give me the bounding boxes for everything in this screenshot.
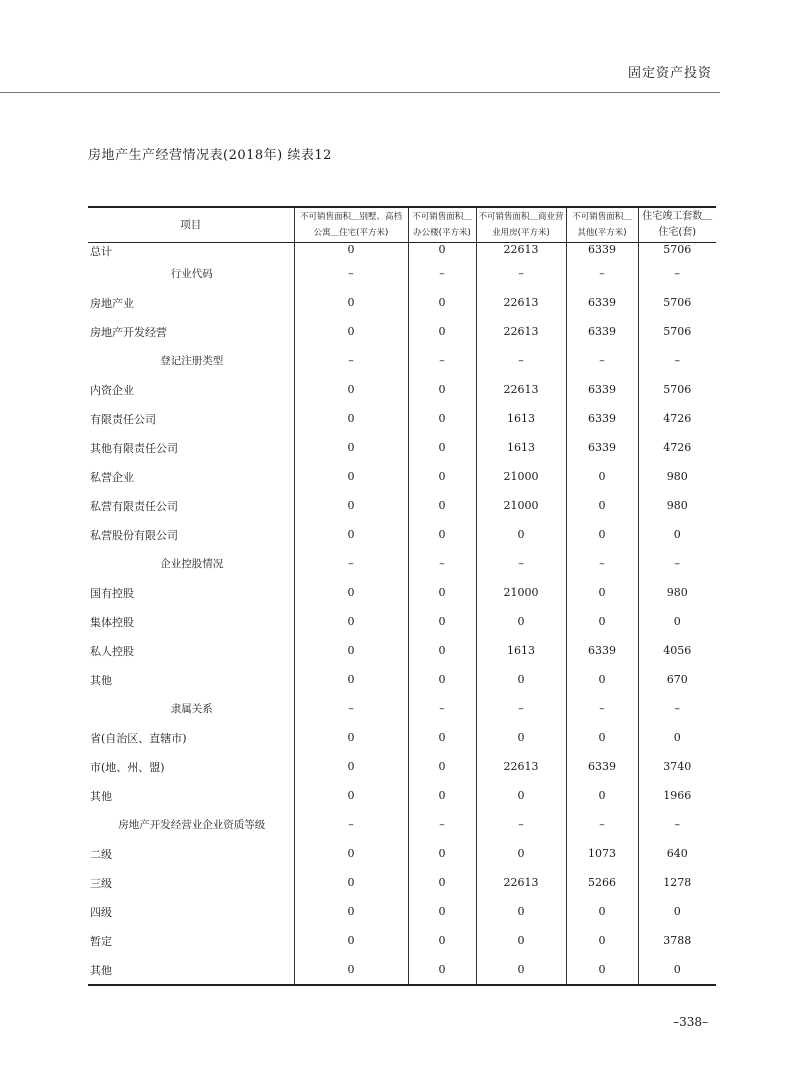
table-cell: 0 [294, 243, 408, 260]
table-row [88, 578, 716, 607]
table-cell: – [408, 694, 476, 723]
table-cell: 6339 [566, 636, 638, 665]
table-cell: 5266 [566, 868, 638, 897]
table-cell: 0 [566, 607, 638, 636]
row-label: 其他 [90, 789, 112, 803]
table-cell: 0 [408, 243, 476, 260]
table-row [88, 955, 716, 985]
table-cell: 0 [638, 897, 716, 926]
table-cell: 0 [638, 955, 716, 985]
table-cell: 3740 [638, 752, 716, 781]
table-cell: 6339 [566, 317, 638, 346]
row-label: 隶属关系 [170, 703, 213, 715]
table-cell: 0 [638, 520, 716, 549]
table-cell: 0 [294, 520, 408, 549]
table-cell: – [566, 694, 638, 723]
table-header-row [88, 207, 716, 243]
table-cell: 0 [408, 462, 476, 491]
table-cell: 0 [476, 665, 566, 694]
table-cell: 0 [566, 926, 638, 955]
table-cell: 0 [566, 665, 638, 694]
table-row [88, 723, 716, 752]
row-label: 其他 [88, 955, 294, 985]
table-row [88, 752, 716, 781]
table-cell: 0 [294, 578, 408, 607]
table-cell: 0 [408, 897, 476, 926]
table-cell: 1613 [476, 404, 566, 433]
table-cell: 0 [566, 955, 638, 985]
table-cell: 0 [294, 288, 408, 317]
table-row [88, 317, 716, 346]
table-cell: 22613 [476, 317, 566, 346]
row-label: 企业控股情况 [160, 558, 224, 570]
table-cell: 0 [476, 839, 566, 868]
table-cell: – [408, 549, 476, 578]
table-cell: 22613 [476, 375, 566, 404]
table-cell: – [408, 259, 476, 288]
table-cell: 0 [408, 404, 476, 433]
table-row [88, 926, 716, 955]
table-cell: 1278 [638, 868, 716, 897]
table-row [88, 375, 716, 404]
table-cell: 0 [408, 665, 476, 694]
table-cell: 0 [408, 752, 476, 781]
table-cell: 1613 [476, 636, 566, 665]
table-cell: 670 [638, 665, 716, 694]
table-cell: 0 [294, 955, 408, 985]
table-section-row [88, 694, 716, 723]
row-label: 房地产开发经营业企业资质等级 [118, 819, 266, 831]
table-row [88, 491, 716, 520]
table-cell: 0 [408, 433, 476, 462]
table-cell: 6339 [566, 243, 638, 260]
table-cell: 0 [408, 636, 476, 665]
table-cell: 3788 [638, 926, 716, 955]
table-cell: 0 [294, 433, 408, 462]
row-label: 市(地、州、盟) [90, 760, 165, 774]
column-header-item: 项目 [88, 207, 294, 243]
table-cell: 22613 [476, 288, 566, 317]
table-cell: 6339 [566, 375, 638, 404]
table-cell: 0 [638, 607, 716, 636]
table-cell: 5706 [638, 288, 716, 317]
table-row [88, 781, 716, 810]
table-row [88, 665, 716, 694]
table-cell: 0 [408, 375, 476, 404]
table-cell: – [566, 549, 638, 578]
table-cell: 0 [476, 926, 566, 955]
table-cell: 0 [294, 723, 408, 752]
table-cell: 0 [408, 288, 476, 317]
table-cell: 0 [566, 897, 638, 926]
row-label: 集体控股 [90, 615, 134, 629]
table-cell: 6339 [566, 752, 638, 781]
table-cell: 22613 [476, 868, 566, 897]
table-cell: – [638, 549, 716, 578]
table-row [88, 404, 716, 433]
table-cell: 0 [294, 317, 408, 346]
table-cell: 0 [476, 520, 566, 549]
table-cell: 0 [566, 578, 638, 607]
table-cell: 980 [638, 491, 716, 520]
row-label: 私营有限责任公司 [90, 499, 178, 513]
table-cell: 0 [408, 491, 476, 520]
row-label: 行业代码 [170, 268, 213, 280]
table-section-row [88, 259, 716, 288]
row-label: 房地产开发经营 [90, 325, 167, 339]
table-cell: 980 [638, 578, 716, 607]
row-label: 暂定 [90, 934, 112, 948]
table-cell: 0 [294, 636, 408, 665]
table-cell: 0 [408, 868, 476, 897]
row-label: 省(自治区、直辖市) [90, 731, 187, 745]
table-cell: 21000 [476, 462, 566, 491]
row-label: 二级 [90, 847, 112, 861]
data-table [88, 206, 716, 986]
table-cell: – [638, 346, 716, 375]
row-label: 四级 [90, 905, 112, 919]
column-header-commercial: 不可销售面积＿商业营业用房(平方米) [476, 207, 566, 243]
table-cell: – [566, 810, 638, 839]
row-label: 私营股份有限公司 [90, 528, 178, 542]
table-row [88, 839, 716, 868]
row-label: 其他有限责任公司 [90, 441, 178, 455]
table-cell: – [638, 259, 716, 288]
table-row [88, 243, 716, 260]
table-row [88, 636, 716, 665]
table-cell: 0 [294, 781, 408, 810]
table-cell: 0 [408, 955, 476, 985]
table-cell: 5706 [638, 317, 716, 346]
table-cell: 0 [566, 462, 638, 491]
table-cell: 0 [476, 897, 566, 926]
section-header: 固定资产投资 [627, 66, 712, 81]
table-cell: – [476, 346, 566, 375]
row-label: 内资企业 [90, 383, 134, 397]
row-label: 总计 [90, 245, 112, 258]
table-cell: 0 [294, 839, 408, 868]
table-cell: 0 [476, 723, 566, 752]
column-header-villa: 不可销售面积＿别墅、高档公寓＿住宅(平方米) [294, 207, 408, 243]
table-cell: 0 [408, 520, 476, 549]
table-cell: – [294, 259, 408, 288]
table-cell: 0 [408, 926, 476, 955]
table-row [88, 462, 716, 491]
table-cell: – [566, 346, 638, 375]
header-divider [0, 92, 720, 93]
row-label: 房地产业 [90, 296, 134, 310]
table-cell: 1613 [476, 433, 566, 462]
row-label: 登记注册类型 [160, 355, 224, 367]
table-cell: 6339 [566, 288, 638, 317]
table-cell: 21000 [476, 578, 566, 607]
table-cell: 22613 [476, 243, 566, 260]
table-cell: 21000 [476, 491, 566, 520]
table-cell: – [476, 549, 566, 578]
page-number: –338– [673, 1015, 708, 1029]
table-cell: 4726 [638, 404, 716, 433]
table-cell: – [638, 694, 716, 723]
table-cell: 1966 [638, 781, 716, 810]
table-cell: 0 [408, 607, 476, 636]
table-cell: – [294, 549, 408, 578]
table-cell: – [294, 810, 408, 839]
table-cell: 0 [294, 404, 408, 433]
table-cell: 0 [294, 897, 408, 926]
table-cell: – [476, 810, 566, 839]
table-cell: 0 [566, 723, 638, 752]
table-cell: 0 [476, 955, 566, 985]
table-cell: 0 [408, 781, 476, 810]
table-cell: 0 [294, 926, 408, 955]
table-cell: 6339 [566, 404, 638, 433]
table-cell: 6339 [566, 433, 638, 462]
table-section-row [88, 810, 716, 839]
table-cell: 0 [294, 868, 408, 897]
table-cell: 0 [294, 462, 408, 491]
table-cell: 0 [566, 520, 638, 549]
table-cell: 0 [408, 578, 476, 607]
table-cell: 0 [566, 491, 638, 520]
row-label: 私人控股 [90, 644, 134, 658]
table-row [88, 897, 716, 926]
column-header-office: 不可销售面积＿办公楼(平方米) [408, 207, 476, 243]
table-row [88, 433, 716, 462]
table-cell: 0 [294, 752, 408, 781]
table-cell: 0 [408, 839, 476, 868]
table-row [88, 288, 716, 317]
table-row [88, 607, 716, 636]
table-title: 房地产生产经营情况表(2018年) 续表12 [88, 148, 332, 163]
row-label: 三级 [90, 876, 112, 890]
table-cell: 1073 [566, 839, 638, 868]
table-cell: – [294, 694, 408, 723]
table-row [88, 520, 716, 549]
table-cell: 640 [638, 839, 716, 868]
table-cell: 0 [294, 375, 408, 404]
table-cell: 0 [638, 723, 716, 752]
table-cell: 0 [408, 723, 476, 752]
table-cell: – [638, 810, 716, 839]
table-cell: 0 [476, 607, 566, 636]
table-cell: 4056 [638, 636, 716, 665]
row-label: 其他 [90, 673, 112, 687]
table-cell: 0 [294, 665, 408, 694]
table-row [88, 868, 716, 897]
table-cell: 0 [294, 491, 408, 520]
table-cell: 5706 [638, 243, 716, 260]
table-cell: 4726 [638, 433, 716, 462]
row-label: 有限责任公司 [90, 412, 156, 426]
table-cell: – [408, 810, 476, 839]
column-header-other: 不可销售面积＿其他(平方米) [566, 207, 638, 243]
table-section-row [88, 346, 716, 375]
table-cell: 0 [476, 781, 566, 810]
row-label: 私营企业 [90, 470, 134, 484]
table-section-row [88, 549, 716, 578]
table-cell: 22613 [476, 752, 566, 781]
data-table-container [88, 206, 716, 986]
table-cell: 0 [294, 607, 408, 636]
table-cell: 0 [566, 781, 638, 810]
row-label: 国有控股 [90, 586, 134, 600]
table-cell: – [408, 346, 476, 375]
table-cell: 0 [408, 317, 476, 346]
table-cell: 5706 [638, 375, 716, 404]
table-cell: – [476, 694, 566, 723]
column-header-completed-units: 住宅竣工套数＿住宅(套) [638, 207, 716, 243]
table-cell: 980 [638, 462, 716, 491]
table-cell: – [566, 259, 638, 288]
table-cell: – [294, 346, 408, 375]
table-cell: – [476, 259, 566, 288]
